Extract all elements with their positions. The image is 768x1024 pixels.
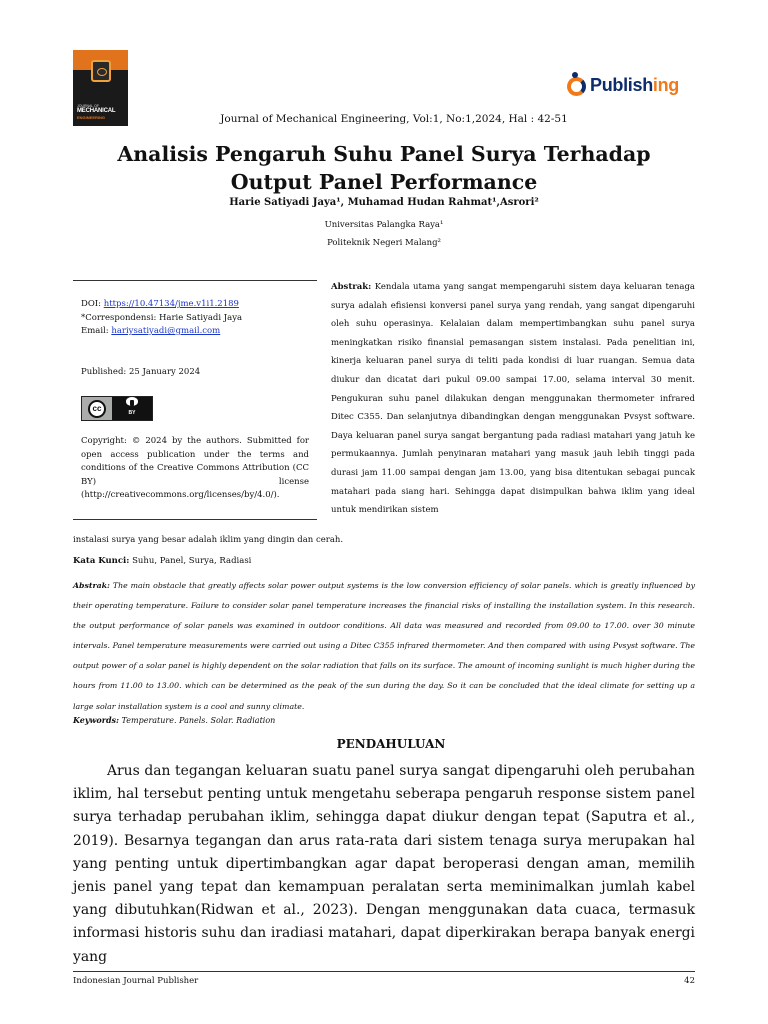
abstract-en-text: The main obstacle that greatly affects solar power output systems is the low conversion efficiency of solar panels. which is greatly influenced by their operating temperature. Failure to consider solar panel temperature increases the financial risks of installing the installation system. In this research. the output performance of solar panels was examined in outdoor conditions. All data was measured and recorded from 09.00 to 17.00. over 30 minute intervals. Panel temperature measurements were carried out using a Ditec C355 infrared thermometer. And then compared with using Pvsyst software. The output power of a solar panel is highly dependent on the solar radiation that falls on its surface. The amount of incoming sunlight is much higher during the hours from 11.00 to 13.00. which can be determined as the peak of the sun during the day. So it can be concluded that the ideal climate for setting up a large solar installation system is a cool and sunny climate. <box>73 581 695 711</box>
by-icon: BY <box>112 397 152 420</box>
journal-citation: Journal of Mechanical Engineering, Vol:1, No:1,2024, Hal : 42-51 <box>220 113 568 125</box>
abstract-id-text: Kendala utama yang sangat mempengaruhi sistem daya keluaran tenaga surya adalah efisiensi konversi panel surya yang rendah, yang sangat dipengaruhi oleh suhu operasinya. Kelalaian dalam mempertimbangkan suhu panel surya meningkatkan risiko finansial pemasangan sistem instalasi. Pada penelitian ini, kinerja keluaran panel surya di teliti pada kondisi di luar ruangan. Semua data diukur dan dicatat dari pukul 09.00 sampai 17.00, selama interval 30 menit. Pengukuran suhu panel dilakukan dengan menggunakan thermometer infrared Ditec C355. Dan selanjutnya dibandingkan dengan menggunakan Pvsyst software. Daya keluaran panel surya sangat bergantung pada radiasi matahari yang jatuh ke permukaannya. Jumlah penyinaran matahari yang masuk jauh lebih tinggi pada durasi jam 11.00 sampai dengan jam 13.00, yang bisa ditentukan sebagai puncak matahari pada siang hari. Sehingga dapat disimpulkan bahwa iklim yang ideal untuk mendirikan sistem <box>331 282 695 516</box>
paper-title-line-2: Output Panel Performance <box>230 170 538 194</box>
footer-divider <box>73 971 695 972</box>
abstract-id-tail: instalasi surya yang besar adalah iklim yang dingin dan cerah. <box>73 535 344 545</box>
doi-line <box>81 298 309 312</box>
keywords-en-text: Temperature. Panels. Solar. Radiation <box>119 716 276 725</box>
affiliation-2: Politeknik Negeri Malang² <box>327 238 441 248</box>
keywords-indonesian <box>73 556 251 566</box>
abstract-id-label: Abstrak: <box>331 282 372 292</box>
paper-title <box>0 140 768 196</box>
email-link[interactable]: hariysatiyadi@gmail.com <box>111 326 221 336</box>
cc-icon: cc <box>82 397 112 420</box>
abstract-en-label: Abstrak: <box>73 581 110 590</box>
keywords-id-label: Kata Kunci: <box>73 556 130 566</box>
paper-title-line-1: Analisis Pengaruh Suhu Panel Surya Terhadap <box>117 142 651 166</box>
abstract-english <box>73 576 695 717</box>
email-line <box>81 325 309 339</box>
doi-link[interactable]: https://10.47134/jme.v1i1.2189 <box>103 299 239 309</box>
article-info-box <box>73 280 317 520</box>
publisher-logo-icon <box>566 72 588 98</box>
keywords-english <box>73 715 275 725</box>
publisher-logo-text-1: Publish <box>590 74 653 95</box>
cover-line-3: ENGINEERING <box>77 115 106 120</box>
author-list: Harie Satiyadi Jaya¹, Muhamad Hudan Rahmat¹,Asrori² <box>229 197 539 208</box>
keywords-en-label: Keywords: <box>73 715 120 725</box>
copyright-notice: Copyright: © 2024 by the authors. Submitted for open access publication under the terms and conditions of the Creative Commons Attribution (CC BY) license (http://creativecommons.org/licenses/by/4.0/). <box>81 436 309 500</box>
abstract-indonesian <box>331 278 695 520</box>
cover-line-1: JOURNAL OF <box>77 104 100 108</box>
correspondence-line: *Correspondensi: Harie Satiyadi Jaya <box>81 312 243 323</box>
affiliation-1: Universitas Palangka Raya¹ <box>324 220 444 230</box>
cc-by-license-badge[interactable] <box>81 396 153 421</box>
publisher-logo-text-2: ing <box>652 74 679 95</box>
footer-publisher: Indonesian Journal Publisher <box>73 976 199 986</box>
publisher-logo <box>566 70 679 100</box>
body-paragraph: Arus dan tegangan keluaran suatu panel surya sangat dipengaruhi oleh perubahan iklim, hal tersebut penting untuk mengetahu seberapa pengaruh response sistem panel surya terhadap perubahan iklim, sehingga dapat diukur dengan tepat (Saputra et al., 2019). Besarnya tegangan dan arus rata-rata dari sistem tenaga surya merupakan hal yang penting untuk dipertimbangkan agar dapat beroperasi dengan aman, memilih jenis panel yang tepat dan kemampuan peralatan serta meminimalkan jumlah kabel yang dibutuhkan(Ridwan et al., 2023). Dengan menggunakan data cuaca, termasuk informasi historis suhu dan iradiasi matahari, dapat diperkirakan berapa banyak energi yang <box>73 763 695 965</box>
section-heading: PENDAHULUAN <box>336 737 446 751</box>
published-date: Published: 25 January 2024 <box>81 366 201 377</box>
email-label: Email: <box>81 326 112 336</box>
page-number: 42 <box>684 976 695 986</box>
doi-label: DOI: <box>81 299 104 309</box>
cover-line-2: MECHANICAL <box>77 108 116 114</box>
keywords-id-text: Suhu, Panel, Surya, Radiasi <box>129 556 252 566</box>
cover-emblem-icon <box>91 60 111 82</box>
